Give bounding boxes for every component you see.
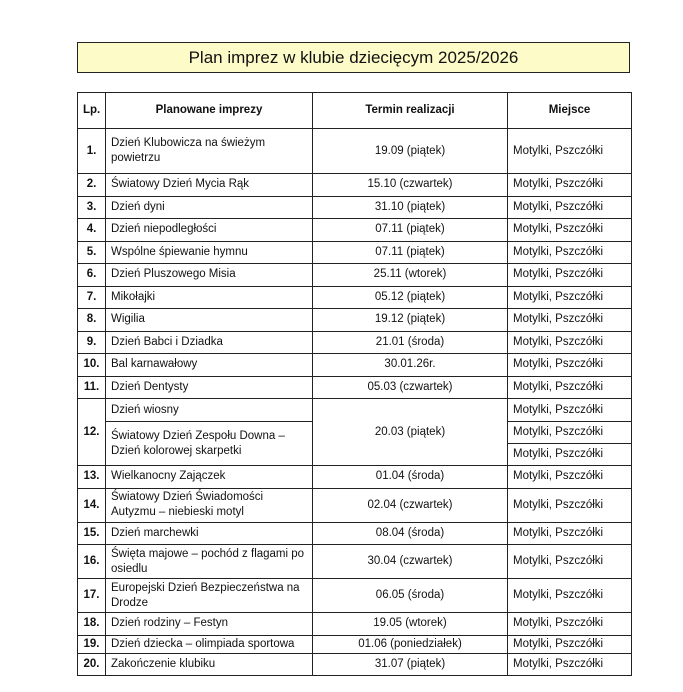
- event-place: Motylki, Pszczółki: [508, 613, 632, 636]
- event-name: Wielkanocny Zajączek: [106, 466, 313, 489]
- row-number: 12.: [78, 399, 106, 466]
- row-number: 5.: [78, 241, 106, 264]
- header-lp: Lp.: [78, 93, 106, 129]
- row-number: 11.: [78, 376, 106, 399]
- event-name: Dzień Babci i Dziadka: [106, 331, 313, 354]
- event-place: Motylki, Pszczółki: [508, 174, 632, 197]
- event-name: Bal karnawałowy: [106, 354, 313, 377]
- header-place: Miejsce: [508, 93, 632, 129]
- header-event: Planowane imprezy: [106, 93, 313, 129]
- row-number: 3.: [78, 196, 106, 219]
- row-number: 15.: [78, 522, 106, 545]
- event-date: 01.06 (poniedziałek): [313, 635, 508, 653]
- table-row: [78, 264, 632, 287]
- event-date: 01.04 (środa): [313, 466, 508, 489]
- event-place: Motylki, Pszczółki: [508, 196, 632, 219]
- table-row: [78, 653, 632, 676]
- row-number: 2.: [78, 174, 106, 197]
- event-place: Motylki, Pszczółki: [508, 399, 632, 422]
- event-name: Dzień Pluszowego Misia: [106, 264, 313, 287]
- event-place: Motylki, Pszczółki: [508, 466, 632, 489]
- event-place: Motylki, Pszczółki: [508, 376, 632, 399]
- row-number: 14.: [78, 488, 106, 522]
- event-name: Dzień niepodległości: [106, 219, 313, 242]
- event-name: Święta majowe – pochód z flagami po osiedlu: [106, 545, 313, 579]
- event-name: Dzień rodziny – Festyn: [106, 613, 313, 636]
- event-place: Motylki, Pszczółki: [508, 309, 632, 332]
- row-number: 20.: [78, 653, 106, 676]
- row-number: 1.: [78, 129, 106, 174]
- row-number: 7.: [78, 286, 106, 309]
- event-place: Motylki, Pszczółki: [508, 354, 632, 377]
- event-date: 07.11 (piątek): [313, 219, 508, 242]
- table-row: [78, 579, 632, 613]
- event-date: 19.12 (piątek): [313, 309, 508, 332]
- event-date: 08.04 (środa): [313, 522, 508, 545]
- event-place: Motylki, Pszczółki: [508, 422, 632, 444]
- event-name: Światowy Dzień Mycia Rąk: [106, 174, 313, 197]
- row-number: 17.: [78, 579, 106, 613]
- event-place: Motylki, Pszczółki: [508, 286, 632, 309]
- table-row: [78, 196, 632, 219]
- table-header-row: [78, 93, 632, 129]
- event-place: Motylki, Pszczółki: [508, 579, 632, 613]
- event-place: Motylki, Pszczółki: [508, 545, 632, 579]
- table-row: [78, 376, 632, 399]
- table-row: [78, 522, 632, 545]
- event-date: 19.09 (piątek): [313, 129, 508, 174]
- table-row: [78, 286, 632, 309]
- event-date: 06.05 (środa): [313, 579, 508, 613]
- event-date: 05.03 (czwartek): [313, 376, 508, 399]
- event-date: 31.07 (piątek): [313, 653, 508, 676]
- event-name: Światowy Dzień Zespołu Downa – Dzień kolorowej skarpetki: [106, 422, 313, 466]
- document-title: Plan imprez w klubie dziecięcym 2025/2026: [77, 42, 630, 73]
- event-place: Motylki, Pszczółki: [508, 444, 632, 466]
- event-name: Dzień dyni: [106, 196, 313, 219]
- row-number: 13.: [78, 466, 106, 489]
- event-name: Europejski Dzień Bezpieczeństwa na Drodze: [106, 579, 313, 613]
- event-date: 30.01.26r.: [313, 354, 508, 377]
- event-date: 15.10 (czwartek): [313, 174, 508, 197]
- event-name: Dzień wiosny: [106, 399, 313, 422]
- table-row: [78, 219, 632, 242]
- row-number: 6.: [78, 264, 106, 287]
- row-number: 10.: [78, 354, 106, 377]
- event-place: Motylki, Pszczółki: [508, 522, 632, 545]
- event-place: Motylki, Pszczółki: [508, 488, 632, 522]
- event-date: 20.03 (piątek): [313, 399, 508, 466]
- row-number: 9.: [78, 331, 106, 354]
- event-name: Zakończenie klubiku: [106, 653, 313, 676]
- event-name: Wigilia: [106, 309, 313, 332]
- event-place: Motylki, Pszczółki: [508, 219, 632, 242]
- event-name: Wspólne śpiewanie hymnu: [106, 241, 313, 264]
- table-row: [78, 613, 632, 636]
- table-row: [78, 399, 632, 422]
- table-row: [78, 635, 632, 653]
- row-number: 4.: [78, 219, 106, 242]
- event-place: Motylki, Pszczółki: [508, 653, 632, 676]
- table-row: [78, 466, 632, 489]
- table-row: [78, 488, 632, 522]
- event-date: 31.10 (piątek): [313, 196, 508, 219]
- event-name: Dzień Dentysty: [106, 376, 313, 399]
- table-row: [78, 545, 632, 579]
- row-number: 16.: [78, 545, 106, 579]
- event-date: 02.04 (czwartek): [313, 488, 508, 522]
- event-place: Motylki, Pszczółki: [508, 264, 632, 287]
- table-row: [78, 354, 632, 377]
- event-place: Motylki, Pszczółki: [508, 241, 632, 264]
- table-row: [78, 309, 632, 332]
- table-row: [78, 331, 632, 354]
- event-name: Światowy Dzień Świadomości Autyzmu – niebieski motyl: [106, 488, 313, 522]
- event-date: 25.11 (wtorek): [313, 264, 508, 287]
- row-number: 19.: [78, 635, 106, 653]
- event-date: 19.05 (wtorek): [313, 613, 508, 636]
- table-row: [78, 174, 632, 197]
- header-date: Termin realizacji: [313, 93, 508, 129]
- row-number: 18.: [78, 613, 106, 636]
- event-name: Dzień dziecka – olimpiada sportowa: [106, 635, 313, 653]
- event-name: Mikołajki: [106, 286, 313, 309]
- row-number: 8.: [78, 309, 106, 332]
- event-date: 21.01 (środa): [313, 331, 508, 354]
- event-place: Motylki, Pszczółki: [508, 331, 632, 354]
- event-name: Dzień marchewki: [106, 522, 313, 545]
- event-date: 07.11 (piątek): [313, 241, 508, 264]
- event-place: Motylki, Pszczółki: [508, 635, 632, 653]
- events-table: [77, 92, 632, 676]
- event-date: 05.12 (piątek): [313, 286, 508, 309]
- event-date: 30.04 (czwartek): [313, 545, 508, 579]
- table-row: [78, 129, 632, 174]
- table-row: [78, 241, 632, 264]
- event-place: Motylki, Pszczółki: [508, 129, 632, 174]
- event-name: Dzień Klubowicza na świeżym powietrzu: [106, 129, 313, 174]
